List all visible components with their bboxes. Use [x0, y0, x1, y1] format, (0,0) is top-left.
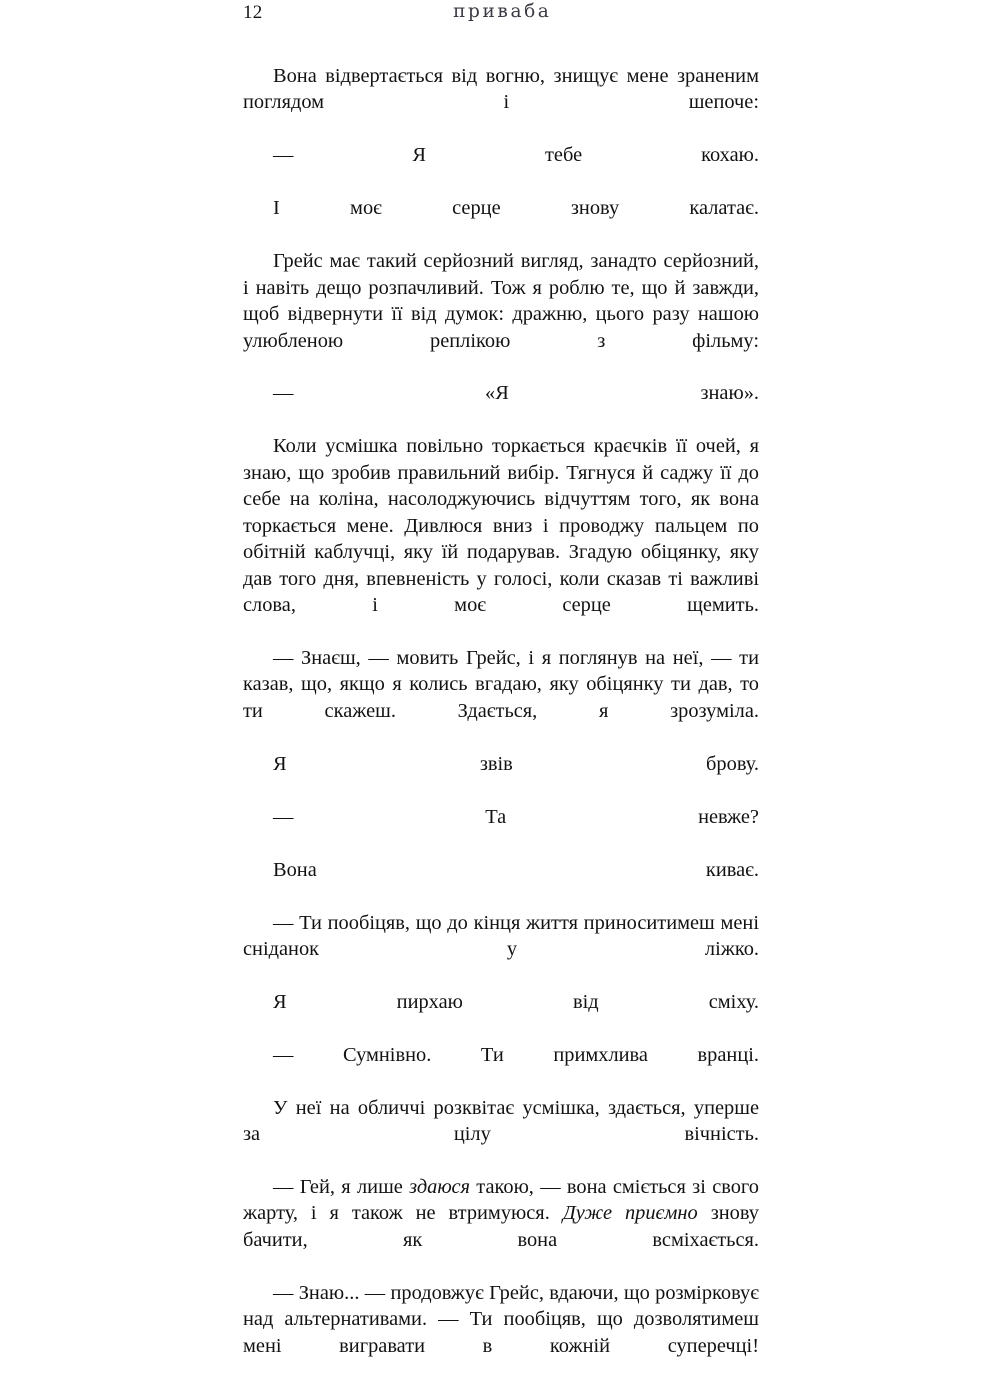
paragraph: [243, 433, 759, 645]
paragraph: [243, 380, 759, 433]
body-text-block: [243, 63, 759, 1386]
text-run: Вона киває.: [273, 858, 759, 881]
text-run: — Я тебе кохаю.: [273, 144, 759, 167]
paragraph: [243, 751, 759, 804]
page-number: 12: [243, 2, 263, 23]
text-run: Я звів брову.: [273, 752, 759, 775]
text-run: — Сумнівно. Ти примхлива вранці.: [273, 1043, 759, 1066]
text-run: — «Я знаю».: [273, 382, 759, 405]
paragraph: [243, 248, 759, 380]
paragraph: [243, 910, 759, 989]
text-run: Я пирхаю від сміху.: [273, 990, 759, 1013]
text-run: Коли усмішка повільно торкається краєчків її очей, я знаю, що зробив правильний вибір. Тягнуся й саджу її до себе на коліна, насолоджуючись відчуттям того, як вона торкається мене. Дивлюся вниз і проводжу пальцем по обітній каблучці, яку їй подарував. Згадую обіцянку, яку дав того дня, впевненість у голосі, коли сказав ті важливі слова, і моє серце щемить.: [243, 435, 759, 617]
paragraph: [243, 989, 759, 1042]
text-run: — Та невже?: [273, 805, 759, 828]
text-run: Вона відвертається від вогню, знищує мене зраненим поглядом і шепоче:: [243, 65, 759, 114]
text-run: У неї на обличчі розквітає усмішка, здається, уперше за цілу вічність.: [243, 1096, 759, 1146]
paragraph: [243, 142, 759, 195]
emphasis-text: здаюся: [409, 1176, 470, 1199]
text-run: такою, — вона сміється зі свого жарту, і я також не втримуюся.: [243, 1176, 759, 1225]
text-run: знову бачити, як вона всміхається.: [243, 1202, 759, 1251]
paragraph: [243, 63, 759, 142]
text-run: — Знаєш, — мовить Грейс, і я поглянув на неї, — ти казав, що, якщо я колись вгадаю, яку обіцянку ти дав, то ти скажеш. Здається, я зрозуміла.: [243, 646, 759, 722]
paragraph: [243, 804, 759, 857]
paragraph: [243, 857, 759, 910]
emphasis-text: Дуже приємно: [562, 1202, 698, 1225]
text-run: — Знаю... — продовжує Грейс, вдаючи, що розмірковує над альтернативами. — Ти пообіцяв, що дозволятимеш мені вигравати в кожній суперечці!: [243, 1281, 759, 1357]
text-run: Грейс має такий серйозний вигляд, занадто серйозний, і навіть дещо розпачливий. Тож я роблю те, що й завжди, щоб відвернути її від думок: дражню, цього разу нашою улюбленою реплікою з фільму:: [243, 250, 759, 352]
text-run: — Гей, я лише: [273, 1176, 410, 1199]
text-run: — Ти пообіцяв, що до кінця життя приноситимеш мені сніданок у ліжко.: [243, 911, 759, 960]
paragraph: [243, 1174, 759, 1280]
running-header: [243, 0, 759, 30]
text-run: І моє серце знову калатає.: [273, 197, 759, 220]
running-head-title: приваба: [453, 1, 552, 22]
paragraph: [243, 1095, 759, 1174]
paragraph: [243, 1280, 759, 1386]
paragraph: [243, 1042, 759, 1095]
paragraph: [243, 195, 759, 248]
paragraph: [243, 645, 759, 751]
